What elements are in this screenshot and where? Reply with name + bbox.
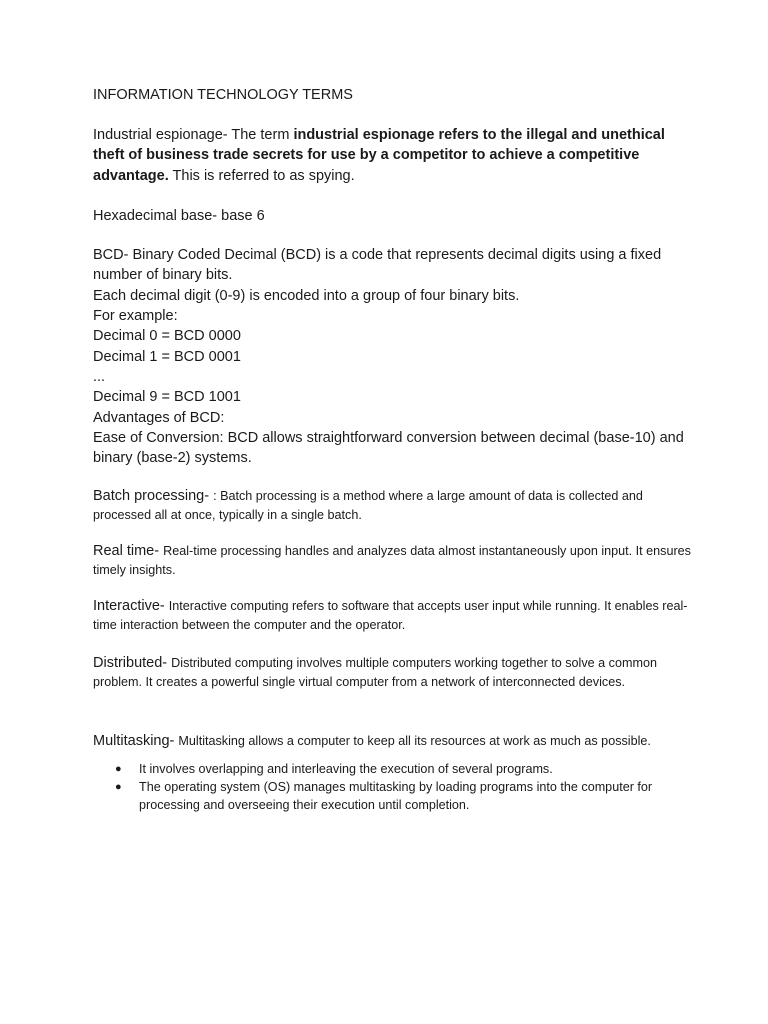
espionage-lead: Industrial espionage- The term — [93, 127, 294, 143]
bcd-example-9: Decimal 9 = BCD 1001 — [93, 389, 241, 406]
espionage-definition: industrial espionage refers to the illegal and unethical theft of business trade secrets for use by a competitor to achieve a competitive advantage. — [93, 127, 665, 184]
hexadecimal-line: Hexadecimal base- base 6 — [93, 207, 265, 224]
interactive-paragraph — [93, 597, 693, 634]
batch-processing-paragraph — [93, 487, 693, 524]
distributed-term: Distributed- — [93, 655, 172, 672]
bcd-section — [93, 245, 693, 468]
bullet-icon: ● — [115, 762, 122, 775]
bcd-encoding: Each decimal digit (0-9) is encoded into a group of four binary bits. — [93, 287, 520, 304]
bcd-for-example: For example: — [93, 308, 178, 325]
list-item — [93, 760, 693, 778]
real-time-paragraph — [93, 542, 693, 579]
real-time-text: Real-time processing handles and analyzes data almost instantaneously upon input. It ensures timely insights. — [93, 544, 691, 577]
list-item-text: The operating system (OS) manages multitasking by loading programs into the computer for processing and overseeing their execution until completion. — [139, 779, 653, 812]
interactive-text: Interactive computing refers to software that accepts user input while running. It enables real-time interaction between the computer and the operator. — [93, 599, 688, 632]
multitasking-paragraph — [93, 732, 693, 751]
bcd-advantages-heading: Advantages of BCD: — [93, 409, 225, 426]
bcd-example-1: Decimal 1 = BCD 0001 — [93, 348, 241, 365]
list-item — [93, 778, 693, 814]
batch-processing-text: : Batch processing is a method where a large amount of data is collected and processed all at once, typically in a single batch. — [93, 489, 643, 522]
document-page — [93, 85, 693, 814]
document-title: INFORMATION TECHNOLOGY TERMS — [93, 87, 353, 103]
bcd-conversion: Ease of Conversion: BCD allows straightforward conversion between decimal (base-10) and binary (base-2) systems. — [93, 429, 684, 467]
interactive-term: Interactive- — [93, 598, 169, 615]
bcd-ellipsis: ... — [93, 368, 106, 385]
multitasking-text: Multitasking allows a computer to keep all its resources at work as much as possible. — [178, 734, 651, 749]
bullet-icon: ● — [115, 780, 122, 793]
distributed-paragraph — [93, 654, 693, 691]
distributed-text: Distributed computing involves multiple computers working together to solve a common problem. It creates a powerful single virtual computer from a network of interconnected devices. — [93, 656, 657, 689]
multitasking-term: Multitasking- — [93, 733, 179, 750]
batch-processing-term: Batch processing- — [93, 488, 214, 505]
espionage-tail: This is referred to as spying. — [168, 167, 355, 184]
bcd-example-0: Decimal 0 = BCD 0000 — [93, 328, 241, 345]
espionage-paragraph — [93, 125, 693, 186]
list-item-text: It involves overlapping and interleaving the execution of several programs. — [139, 761, 553, 776]
real-time-term: Real time- — [93, 543, 164, 560]
multitasking-bullet-list — [93, 760, 693, 814]
bcd-definition: BCD- Binary Coded Decimal (BCD) is a code that represents decimal digits using a fixed number of binary bits. — [93, 247, 662, 284]
